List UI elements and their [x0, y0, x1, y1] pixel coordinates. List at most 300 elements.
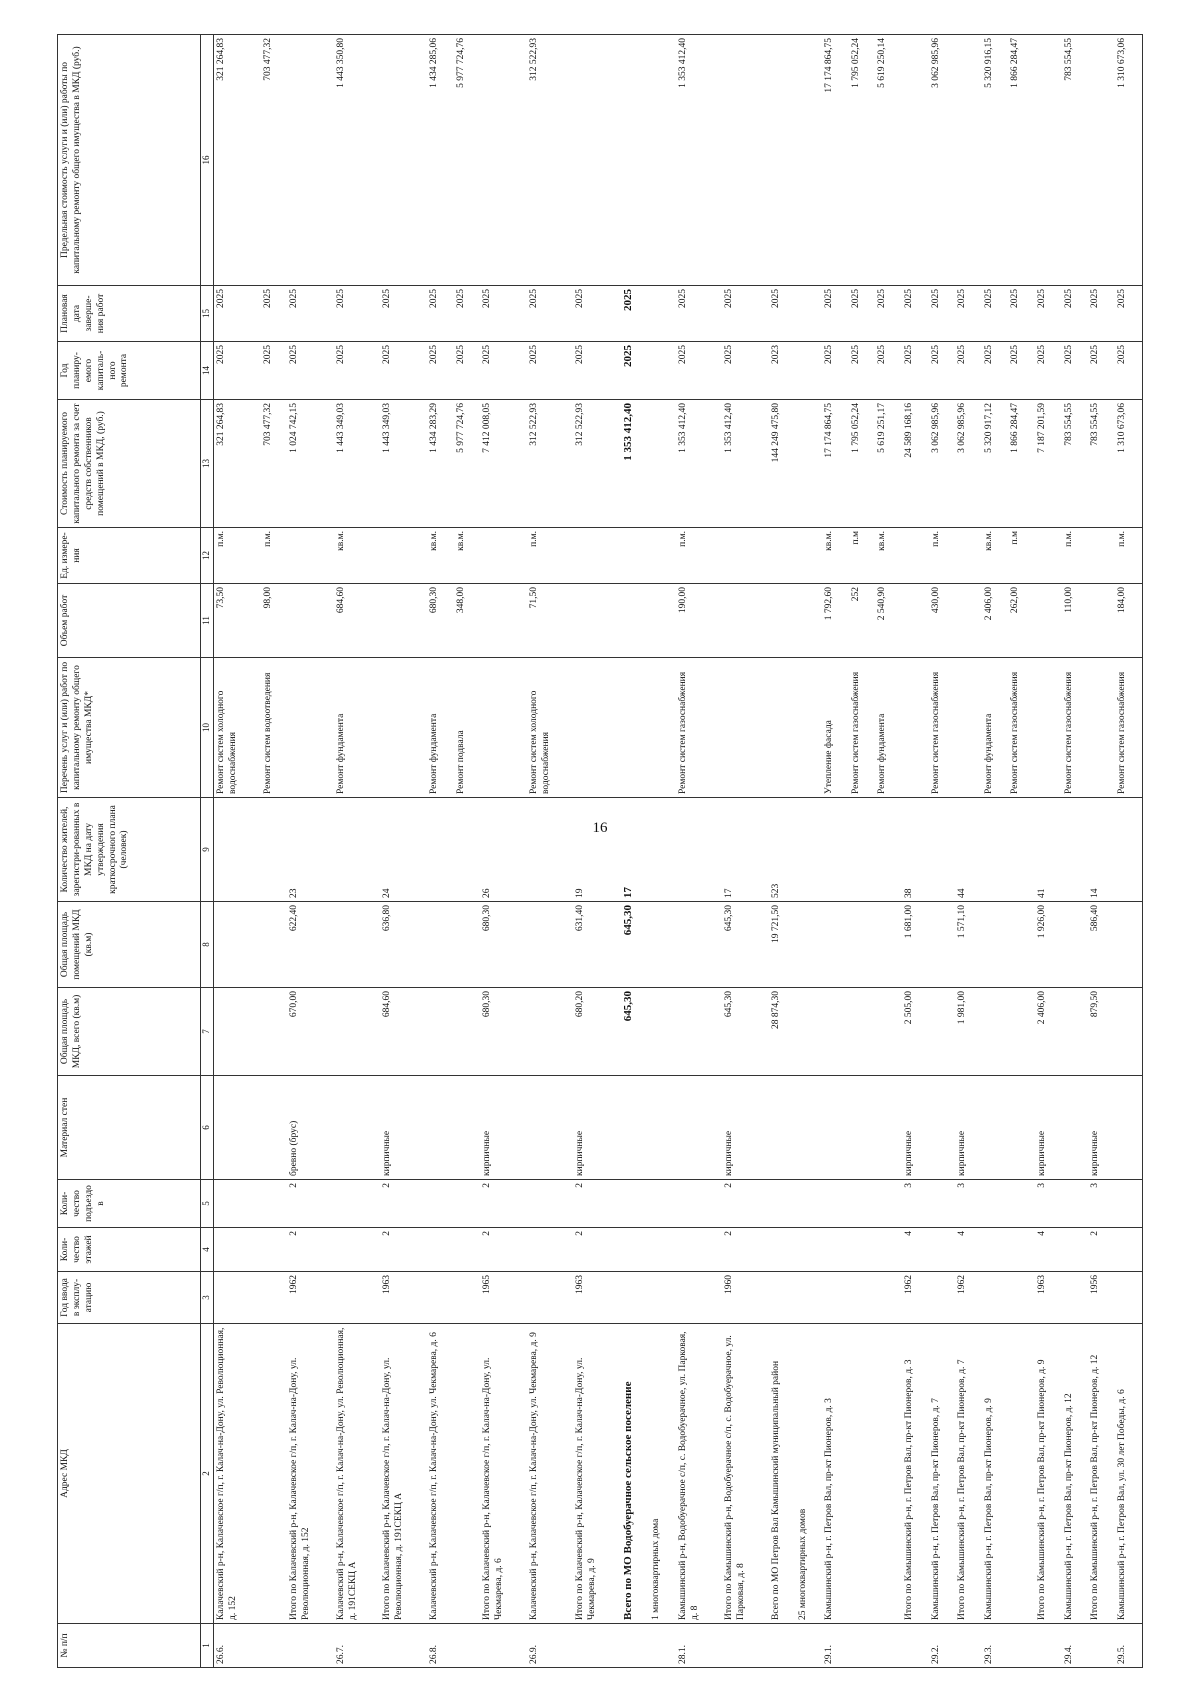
table-cell: 2025: [287, 342, 334, 400]
table-cell: 2025: [822, 286, 849, 342]
table-cell: 2025: [875, 286, 902, 342]
table-cell: 5 977 724,76: [454, 400, 481, 528]
column-header: № п/п: [58, 1624, 201, 1668]
table-cell: [796, 988, 823, 1076]
table-cell: [1088, 528, 1115, 584]
table-cell: [875, 798, 902, 902]
table-cell: 24: [380, 798, 427, 902]
table-cell: [261, 1624, 288, 1668]
column-number: 2: [201, 1324, 214, 1624]
table-cell: 1 434 283,29: [427, 400, 454, 528]
table-cell: [334, 1272, 381, 1324]
table-cell: [722, 584, 769, 658]
table-cell: 2025: [527, 342, 574, 400]
table-cell: Итого по Камышинский р-н, г. Петров Вал, пр-кт Пионеров, д. 7: [955, 1324, 982, 1624]
table-cell: Калачевский р-н, Калачевское г/п, г. Калач-на-Дону, ул. Чекмарева, д. 9: [527, 1324, 574, 1624]
table-cell: Ремонт систем газоснабжения: [1115, 658, 1143, 798]
table-cell: 670,00: [287, 988, 334, 1076]
column-header: Количество жителей, зарегистри-рованных в МКД на дату утверждения краткосрочного плана (человек): [58, 798, 201, 902]
table-cell: п.м.: [527, 528, 574, 584]
table-cell: [1008, 1180, 1035, 1228]
table-cell: [722, 528, 769, 584]
table-cell: [676, 1272, 723, 1324]
table-cell: 38: [902, 798, 929, 902]
table-cell: 2: [480, 1180, 527, 1228]
table-cell: 5 619 251,17: [875, 400, 902, 528]
column-number: 6: [201, 1076, 214, 1180]
table-cell: 2025: [875, 342, 902, 400]
table-cell: 14: [1088, 798, 1115, 902]
column-number: 9: [201, 798, 214, 902]
table-cell: 26.8.: [427, 1624, 454, 1668]
table-cell: 144 249 475,80: [769, 400, 796, 528]
table-cell: [1115, 1076, 1143, 1180]
table-cell: [929, 988, 956, 1076]
table-cell: [929, 1228, 956, 1272]
table-cell: [649, 342, 676, 400]
table-cell: 348,00: [454, 584, 481, 658]
table-cell: 7 187 201,59: [1035, 400, 1062, 528]
table-cell: [334, 902, 381, 988]
table-cell: 98,00: [261, 584, 288, 658]
table-cell: 1965: [480, 1272, 527, 1324]
table-cell: [1035, 528, 1062, 584]
table-cell: 2025: [1035, 286, 1062, 342]
table-cell: 28 874,30: [769, 988, 796, 1076]
table-cell: 1 795 052,24: [849, 400, 876, 528]
table-cell: [620, 1272, 650, 1324]
table-cell: 1963: [1035, 1272, 1062, 1324]
table-cell: [796, 286, 823, 342]
table-cell: [380, 584, 427, 658]
table-cell: Ремонт фундамента: [875, 658, 902, 798]
column-number: 10: [201, 658, 214, 798]
table-cell: кв.м.: [982, 528, 1009, 584]
column-number: 5: [201, 1180, 214, 1228]
column-header: Материал стен: [58, 1076, 201, 1180]
table-cell: [849, 1272, 876, 1324]
table-cell: 2025: [902, 286, 929, 342]
table-cell: Ремонт систем газоснабжения: [676, 658, 723, 798]
table-cell: [1035, 584, 1062, 658]
table-cell: [1008, 1272, 1035, 1324]
column-number: 16: [201, 35, 214, 286]
table-row: [875, 35, 902, 1668]
table-cell: п.м: [849, 528, 876, 584]
table-cell: 2025: [1062, 342, 1089, 400]
table-cell: Ремонт систем газоснабжения: [929, 658, 956, 798]
table-cell: 2025: [982, 342, 1009, 400]
table-cell: 3: [902, 1180, 929, 1228]
table-cell: 3: [1088, 1180, 1115, 1228]
column-header: Плановая дата заверше-ния работ: [58, 286, 201, 342]
table-row: [849, 35, 876, 1668]
table-cell: [875, 902, 902, 988]
column-header: Перечень услуг и (или) работ по капитальному ремонту общего имущества МКД*: [58, 658, 201, 798]
table-cell: 2025: [929, 342, 956, 400]
table-cell: 2: [722, 1228, 769, 1272]
table-cell: п.м: [1008, 528, 1035, 584]
table-cell: [849, 1228, 876, 1272]
table-cell: [902, 658, 929, 798]
table-cell: 312 522,93: [573, 400, 620, 528]
table-cell: [676, 902, 723, 988]
table-cell: Камышинский р-н, г. Петров Вал, пр-кт Пионеров, д. 9: [982, 1324, 1009, 1624]
table-cell: 321 264,83: [214, 35, 261, 286]
table-cell: кирпичные: [573, 1076, 620, 1180]
table-cell: 2: [380, 1180, 427, 1228]
table-cell: [722, 658, 769, 798]
table-cell: [649, 1624, 676, 1668]
table-cell: 252: [849, 584, 876, 658]
table-cell: 1 353 412,40: [620, 400, 650, 528]
table-cell: 71,50: [527, 584, 574, 658]
table-cell: п.м.: [929, 528, 956, 584]
table-cell: [769, 1076, 796, 1180]
table-cell: 2: [1088, 1228, 1115, 1272]
table-cell: [480, 528, 527, 584]
table-cell: [573, 1624, 620, 1668]
table-cell: [573, 584, 620, 658]
table-cell: 2025: [427, 342, 454, 400]
table-row: [1008, 35, 1035, 1668]
table-cell: 2025: [480, 286, 527, 342]
table-cell: [902, 35, 929, 286]
table-cell: 2025: [849, 342, 876, 400]
table-row: [454, 35, 481, 1668]
table-cell: [982, 1272, 1009, 1324]
table-cell: [796, 584, 823, 658]
table-cell: [796, 342, 823, 400]
table-cell: [769, 1228, 796, 1272]
table-cell: кирпичные: [1035, 1076, 1062, 1180]
table-cell: 2: [287, 1228, 334, 1272]
table-cell: Ремонт систем холодного водоснабжения: [527, 658, 574, 798]
table-cell: 2 505,00: [902, 988, 929, 1076]
table-cell: [796, 400, 823, 528]
table-cell: [822, 902, 849, 988]
table-cell: 190,00: [676, 584, 723, 658]
table-cell: Ремонт подвала: [454, 658, 481, 798]
header-row: [58, 35, 201, 1668]
table-cell: [769, 1272, 796, 1324]
column-number-row: [201, 35, 214, 1668]
table-cell: 5 320 916,15: [982, 35, 1009, 286]
table-cell: Камышинский р-н, г. Петров Вал, пр-кт Пионеров, д. 7: [929, 1324, 956, 1624]
table-cell: 2025: [427, 286, 454, 342]
table-cell: [214, 1180, 261, 1228]
table-cell: 1 310 673,06: [1115, 400, 1143, 528]
table-cell: кв.м.: [334, 528, 381, 584]
table-cell: [849, 988, 876, 1076]
table-cell: [261, 1228, 288, 1272]
table-cell: [796, 1076, 823, 1180]
table-cell: 312 522,93: [527, 35, 574, 286]
table-cell: 2025: [527, 286, 574, 342]
table-row: [620, 35, 650, 1668]
table-cell: [214, 1228, 261, 1272]
table-cell: [955, 528, 982, 584]
table-cell: [527, 798, 574, 902]
column-header: Ед. измере-ния: [58, 528, 201, 584]
table-cell: [822, 798, 849, 902]
table-cell: [1062, 988, 1089, 1076]
column-number: 7: [201, 988, 214, 1076]
table-cell: Утепление фасада: [822, 658, 849, 798]
table-cell: [454, 798, 481, 902]
table-cell: 2: [573, 1180, 620, 1228]
table-cell: 2025: [380, 286, 427, 342]
table-cell: [649, 584, 676, 658]
table-cell: [929, 902, 956, 988]
table-cell: Итого по Камышинский р-н, г. Петров Вал, пр-кт Пионеров, д. 12: [1088, 1324, 1115, 1624]
table-cell: 1 024 742,15: [287, 400, 334, 528]
table-cell: 19: [573, 798, 620, 902]
table-cell: 2025: [822, 342, 849, 400]
table-row: [676, 35, 723, 1668]
table-cell: кв.м.: [875, 528, 902, 584]
table-cell: 26.7.: [334, 1624, 381, 1668]
table-cell: [480, 35, 527, 286]
table-cell: кирпичные: [722, 1076, 769, 1180]
table-cell: 2025: [929, 286, 956, 342]
table-cell: [1008, 988, 1035, 1076]
table-cell: 2025: [480, 342, 527, 400]
table-row: [261, 35, 288, 1668]
table-cell: [261, 1076, 288, 1180]
table-cell: 680,30: [427, 584, 454, 658]
table-cell: [454, 1272, 481, 1324]
table-cell: [287, 528, 334, 584]
table-row: [1088, 35, 1115, 1668]
table-cell: [454, 1180, 481, 1228]
table-cell: [982, 988, 1009, 1076]
table-cell: 3 062 985,96: [929, 400, 956, 528]
table-cell: 1 443 349,03: [380, 400, 427, 528]
table-cell: 1 866 284,47: [1008, 400, 1035, 528]
table-cell: [261, 988, 288, 1076]
table-cell: [982, 1076, 1009, 1180]
table-cell: 184,00: [1115, 584, 1143, 658]
table-cell: [1115, 1272, 1143, 1324]
table-row: [955, 35, 982, 1668]
table-cell: 622,40: [287, 902, 334, 988]
column-header: Год ввода в эксплу-атацию: [58, 1272, 201, 1324]
table-cell: 44: [955, 798, 982, 902]
table-cell: [1062, 1180, 1089, 1228]
table-cell: [676, 1180, 723, 1228]
table-cell: [676, 988, 723, 1076]
table-cell: [822, 1272, 849, 1324]
table-cell: [982, 902, 1009, 988]
column-header: Коли-чество подъездо в: [58, 1180, 201, 1228]
table-cell: 7 412 008,05: [480, 400, 527, 528]
table-cell: 2025: [1088, 342, 1115, 400]
column-number: 8: [201, 902, 214, 988]
table-cell: Ремонт фундамента: [427, 658, 454, 798]
table-cell: п.м.: [261, 528, 288, 584]
table-cell: 2025: [982, 286, 1009, 342]
table-row: [929, 35, 956, 1668]
table-cell: 2 406,00: [982, 584, 1009, 658]
table-cell: 645,30: [722, 988, 769, 1076]
table-row: [573, 35, 620, 1668]
table-cell: [902, 1624, 929, 1668]
table-cell: 262,00: [1008, 584, 1035, 658]
table-cell: 2: [287, 1180, 334, 1228]
table-cell: [454, 902, 481, 988]
table-cell: [427, 1228, 454, 1272]
table-cell: [527, 1228, 574, 1272]
table-cell: 4: [902, 1228, 929, 1272]
table-row: [822, 35, 849, 1668]
table-cell: 430,00: [929, 584, 956, 658]
table-cell: 2025: [287, 286, 334, 342]
table-cell: [527, 1272, 574, 1324]
table-cell: 5 619 250,14: [875, 35, 902, 286]
table-cell: 703 477,32: [261, 35, 288, 286]
table-cell: [929, 1180, 956, 1228]
table-cell: [849, 1180, 876, 1228]
table-cell: 645,30: [722, 902, 769, 988]
table-cell: 2025: [769, 286, 796, 342]
table-cell: 523: [769, 798, 796, 902]
table-cell: п.м.: [214, 528, 261, 584]
table-cell: [676, 1076, 723, 1180]
table-cell: 2025: [454, 342, 481, 400]
table-cell: Ремонт систем газоснабжения: [1062, 658, 1089, 798]
table-cell: 3: [1035, 1180, 1062, 1228]
table-cell: 24 589 168,16: [902, 400, 929, 528]
table-cell: Калачевский р-н, Калачевское г/п, г. Калач-на-Дону, ул. Революционная, д. 152: [214, 1324, 261, 1624]
column-header: Общая площадь МКД, всего (кв.м): [58, 988, 201, 1076]
table-cell: [875, 1272, 902, 1324]
table-cell: [261, 1180, 288, 1228]
table-cell: 3 062 985,96: [929, 35, 956, 286]
table-cell: [1008, 1076, 1035, 1180]
table-cell: Ремонт систем газоснабжения: [1008, 658, 1035, 798]
table-cell: [261, 798, 288, 902]
table-cell: Итого по Калачевский р-н, Калачевское г/п, г. Калач-на-Дону, ул. Революционная, д. 191СЕКЦ А: [380, 1324, 427, 1624]
table-cell: [849, 798, 876, 902]
table-cell: 1 866 284,47: [1008, 35, 1035, 286]
table-cell: [261, 1272, 288, 1324]
table-cell: [454, 1624, 481, 1668]
table-cell: [769, 658, 796, 798]
table-cell: [527, 902, 574, 988]
table-cell: кирпичные: [480, 1076, 527, 1180]
table-cell: кирпичные: [902, 1076, 929, 1180]
table-cell: [1008, 1624, 1035, 1668]
table-cell: [769, 1180, 796, 1228]
table-cell: 5 977 724,76: [454, 35, 481, 286]
table-row: [796, 35, 823, 1668]
table-cell: 703 477,32: [261, 400, 288, 528]
table-cell: 1956: [1088, 1272, 1115, 1324]
table-cell: [527, 988, 574, 1076]
table-cell: [287, 1624, 334, 1668]
table-cell: 680,30: [480, 988, 527, 1076]
table-cell: 2 406,00: [1035, 988, 1062, 1076]
table-row: [1035, 35, 1062, 1668]
table-cell: [261, 902, 288, 988]
table-row: [480, 35, 527, 1668]
capital-repair-table: [57, 34, 1143, 1668]
table-cell: п.м.: [676, 528, 723, 584]
table-cell: 2025: [1115, 286, 1143, 342]
table-cell: 2 540,90: [875, 584, 902, 658]
table-cell: 2: [480, 1228, 527, 1272]
table-cell: 1 353 412,40: [676, 35, 723, 286]
table-cell: [1035, 35, 1062, 286]
table-cell: [955, 584, 982, 658]
table-cell: Всего по МО Петров Вал Камышинский муниципальный район: [769, 1324, 796, 1624]
table-cell: 2025: [214, 342, 261, 400]
table-cell: Калачевский р-н, Калачевское г/п, г. Калач-на-Дону, ул. Революционная, д. 191СЕКЦ А: [334, 1324, 381, 1624]
table-cell: 1 443 350,80: [334, 35, 381, 286]
table-cell: 2025: [1008, 342, 1035, 400]
table-row: [1062, 35, 1089, 1668]
table-cell: 2025: [261, 342, 288, 400]
table-cell: [620, 584, 650, 658]
table-cell: 17: [722, 798, 769, 902]
column-number: 14: [201, 342, 214, 400]
table-cell: [380, 658, 427, 798]
table-cell: 1 353 412,40: [722, 400, 769, 528]
table-cell: Камышинский р-н, Водобуерачное с/п, с. Водобуерачное, ул. Парковая, д. 8: [676, 1324, 723, 1624]
table-cell: [796, 528, 823, 584]
table-cell: [649, 658, 676, 798]
table-cell: 29.3.: [982, 1624, 1009, 1668]
table-cell: 586,40: [1088, 902, 1115, 988]
table-cell: [620, 658, 650, 798]
table-cell: [982, 798, 1009, 902]
table-cell: [620, 1624, 650, 1668]
table-cell: [796, 658, 823, 798]
table-cell: [1115, 902, 1143, 988]
table-cell: [427, 902, 454, 988]
table-cell: [427, 988, 454, 1076]
table-cell: кв.м.: [822, 528, 849, 584]
table-cell: 2025: [573, 286, 620, 342]
table-cell: кирпичные: [1088, 1076, 1115, 1180]
table-cell: 23: [287, 798, 334, 902]
table-cell: 110,00: [1062, 584, 1089, 658]
table-cell: Камышинский р-н, г. Петров Вал, ул. 30 лет Победы, д. 6: [1115, 1324, 1143, 1624]
table-cell: 2025: [849, 286, 876, 342]
table-cell: п.м.: [1062, 528, 1089, 584]
table-cell: [1115, 1228, 1143, 1272]
table-cell: [1088, 658, 1115, 798]
table-cell: [1062, 1272, 1089, 1324]
table-cell: 680,20: [573, 988, 620, 1076]
table-cell: [796, 35, 823, 286]
table-cell: [875, 988, 902, 1076]
table-cell: 1 434 285,06: [427, 35, 454, 286]
table-cell: 2023: [769, 342, 796, 400]
table-cell: 28.1.: [676, 1624, 723, 1668]
table-cell: кирпичные: [955, 1076, 982, 1180]
table-cell: [769, 584, 796, 658]
table-cell: Ремонт систем газоснабжения: [849, 658, 876, 798]
table-cell: [649, 1076, 676, 1180]
table-cell: 29.1.: [822, 1624, 849, 1668]
column-number: 13: [201, 400, 214, 528]
table-cell: [287, 35, 334, 286]
table-cell: [620, 35, 650, 286]
table-cell: [929, 798, 956, 902]
table-cell: [454, 1228, 481, 1272]
